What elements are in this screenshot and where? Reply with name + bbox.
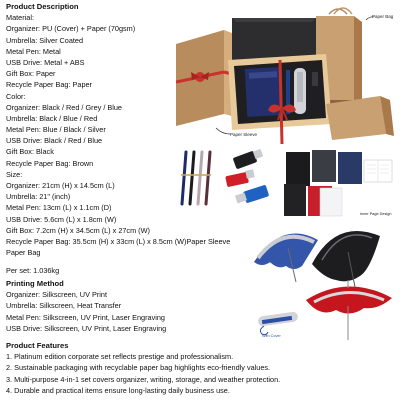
description-line: Organizer: Black / Red / Grey / Blue [6,102,122,112]
inner-page-label: Inner Page Design [360,212,392,216]
description-line: USB Drive: 5.6cm (L) x 1.8cm (W) [6,214,117,224]
description-line: Gift Box: Black [6,147,54,157]
paper-sleeve-label: Paper Sleeve [230,132,258,137]
description-line: Color: [6,91,26,101]
description-line: USB Drive: Black / Red / Blue [6,136,103,146]
umbrella-black [312,231,380,292]
pens-usb-image [176,148,278,210]
per-set-weight: Per set: 1.036kg [6,266,60,276]
organizers-illustration [280,150,398,220]
umbrella-folded [257,311,298,334]
description-line: Gift Box: Paper [6,69,56,79]
description-line: Size: [6,169,23,179]
umbrella-red [306,280,392,340]
umbrella-blue [254,234,318,282]
description-line: Organizer: 21cm (H) x 14.5cm (L) [6,181,115,190]
description-heading: Product Description [6,2,79,11]
description-line: Metal Pen: Metal [6,46,61,56]
printing-method [6,278,166,334]
feature-line: 4. Durable and practical items ensure long-lasting daily business use. [6,385,230,395]
umbrellas-illustration [252,222,398,346]
feature-line: 3. Multi-purpose 4-in-1 set covers organizer, writing, storage, and weather protection. [6,374,281,384]
description-line: Umbrella: Black / Blue / Red [6,113,98,123]
product-features [6,340,280,396]
pens-usb-illustration [176,148,278,210]
feature-line: 1. Platinum edition corporate set reflects prestige and professionalism. [6,352,234,362]
description-line: Organizer: PU (Cover) + Paper (70gsm) [6,24,136,34]
printing-line: Umbrella: Silkscreen, Heat Transfer [6,301,122,311]
metal-pens [181,152,211,204]
with-cover-label: With Cover [262,334,281,338]
description-line: Paper Bag [6,248,41,258]
gift-set-illustration [176,4,398,144]
organizer-notebooks [284,150,362,216]
gift-set-image [176,4,398,144]
inner-page-design [364,160,392,182]
description-line: Recycle Paper Bag: Paper [6,80,92,90]
umbrellas-image [252,222,398,346]
description-line: Material: [6,13,34,23]
features-heading: Product Features [6,341,69,350]
printing-line: Organizer: Silkscreen, UV Print [6,290,107,300]
description-line: Umbrella: Silver Coated [6,35,84,45]
usb-drives [225,149,269,204]
description-line: Gift Box: 7.2cm (H) x 34.5cm (L) x 27cm (W) [6,225,150,235]
description-line: Metal Pen: Blue / Black / Silver [6,125,106,135]
description-line: Recycle Paper Bag: Brown [6,158,94,168]
feature-line: 2. Sustainable packaging with recyclable paper bag highlights eco-friendly values. [6,363,271,373]
organizers-image [280,150,398,220]
printing-line: USB Drive: Silkscreen, UV Print, Laser Engraving [6,323,167,333]
printing-heading: Printing Method [6,279,64,288]
description-line: USB Drive: Metal + ABS [6,57,85,67]
printing-line: Metal Pen: Silkscreen, UV Print, Laser Engraving [6,312,165,322]
description-line: Metal Pen: 13cm (L) x 1.1cm (D) [6,203,112,213]
paper-bag-label: Paper Bag [372,14,394,19]
description-line: Recycle Paper Bag: 35.5cm (H) x 33cm (L) x 8.5cm (W)Paper Sleeve [6,236,231,246]
description-line: Umbrella: 21" (inch) [6,192,71,202]
